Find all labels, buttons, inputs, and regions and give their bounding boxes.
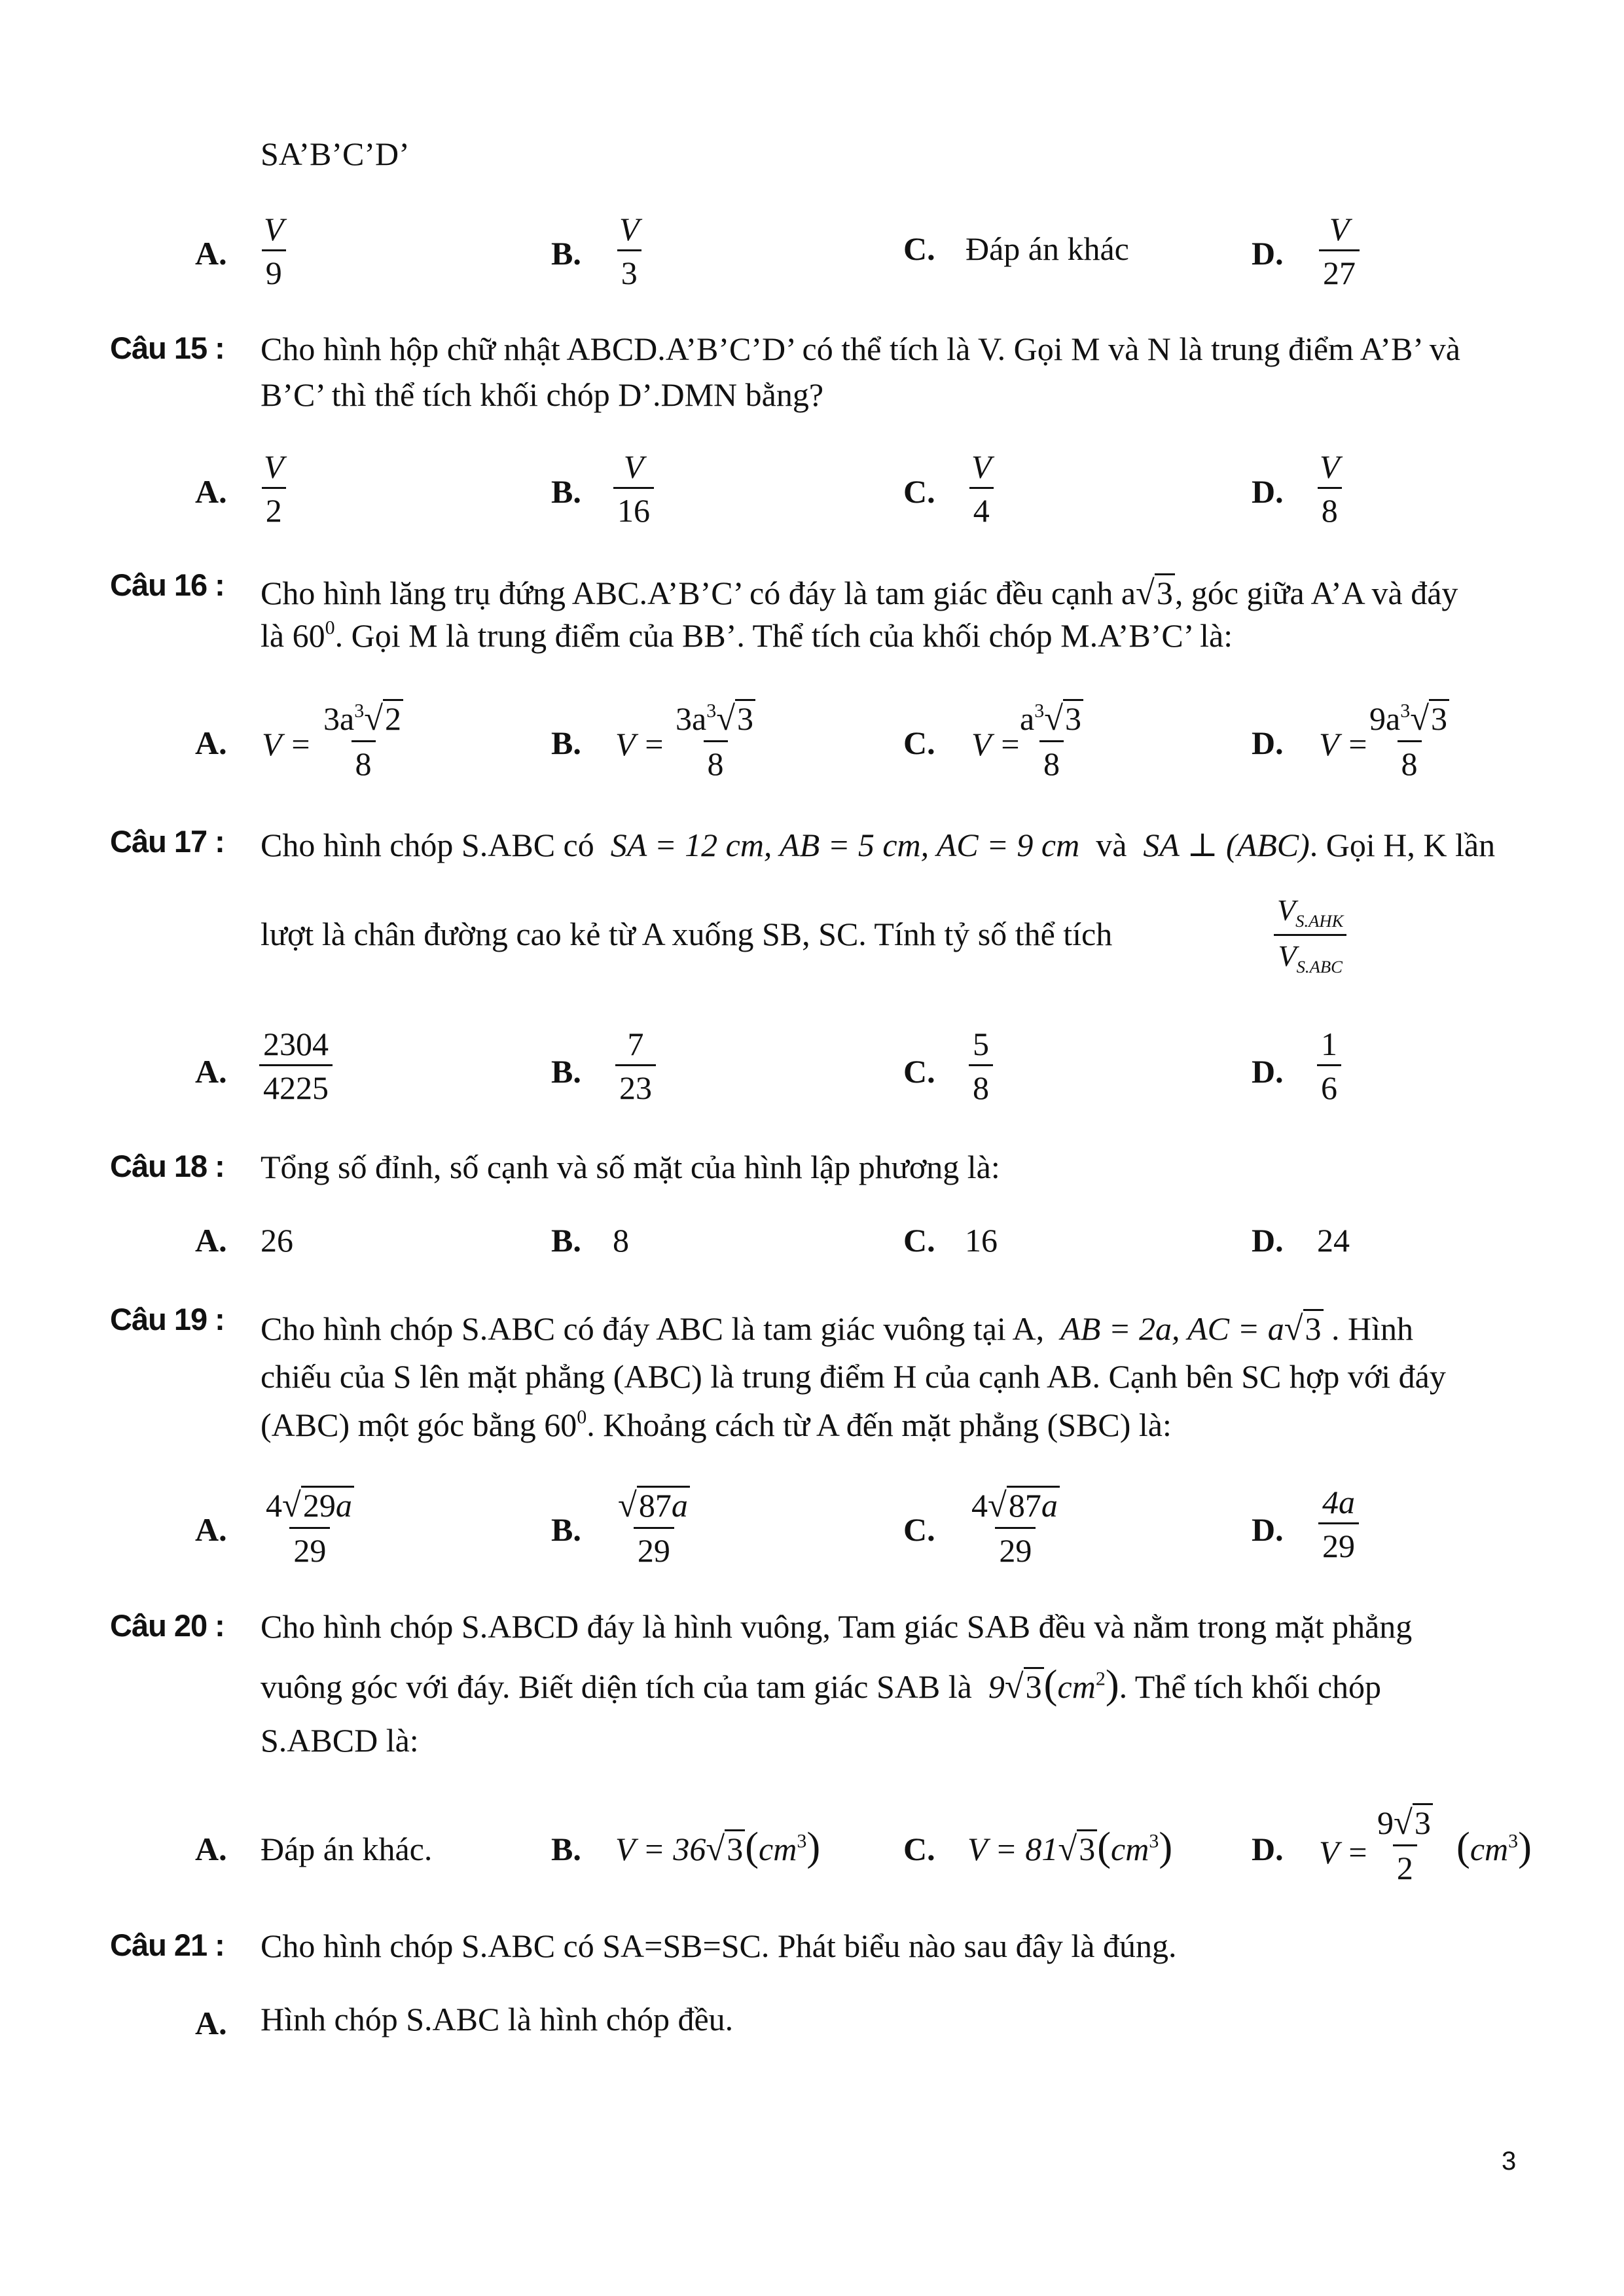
question-text-line: (ABC) một góc bằng $60^0$. Khoảng cách từ A đến mặt phẳng (SBC) là:	[261, 1406, 1172, 1443]
q19-option-d-fraction: $\frac{4a}{29}$	[1318, 1486, 1359, 1562]
q15-option-b-label[interactable]: B.	[551, 473, 581, 510]
q18-option-c-label[interactable]: C.	[903, 1222, 935, 1259]
q17-option-b-fraction: $\frac{7}{23}$	[615, 1028, 656, 1104]
q18-option-a-label[interactable]: A.	[195, 1222, 227, 1259]
q14-option-c-label[interactable]: C.	[903, 230, 935, 267]
question-label: Câu 15 :	[110, 331, 225, 365]
q19-option-a-fraction: $\frac{4√29a}{29}$	[262, 1486, 358, 1567]
q17-volume-ratio: $V_{S.AHK}$ $V_{S.ABC}$	[1273, 895, 1347, 976]
q16-option-d-label[interactable]: D.	[1252, 725, 1284, 761]
q15-option-c-fraction: $\frac{V}{4}$	[967, 450, 996, 527]
question-label: Câu 16 :	[110, 567, 225, 602]
q20-option-c-label[interactable]: C.	[903, 1831, 935, 1867]
q16-option-a-fraction: $\frac{3a^3√2}{8}$	[319, 699, 407, 780]
q21-option-a-text: Hình chóp S.ABC là hình chóp đều.	[261, 2001, 734, 2037]
q16-option-d-fraction: $\frac{9a^3√3}{8}$	[1365, 699, 1453, 780]
q17-option-c-label[interactable]: C.	[903, 1053, 935, 1090]
q17-option-a-label[interactable]: A.	[195, 1053, 227, 1090]
question-text-line: Cho hình hộp chữ nhật ABCD.A’B’C’D’ có thể tích là V. Gọi M và N là trung điểm A’B’ và	[261, 331, 1460, 367]
q18-option-d-text: 24	[1317, 1222, 1350, 1259]
q17-option-d-fraction: $\frac{1}{6}$	[1317, 1028, 1341, 1104]
question-text-line: chiếu của S lên mặt phẳng (ABC) là trung điểm H của cạnh AB. Cạnh bên SC hợp với đáy	[261, 1358, 1446, 1395]
q16-option-a-lhs: V =	[262, 726, 312, 762]
q19-option-d-label[interactable]: D.	[1252, 1511, 1284, 1548]
q14-option-d-label[interactable]: D.	[1252, 235, 1284, 272]
q16-option-c-fraction: $\frac{a^3√3}{8}$	[1016, 699, 1087, 780]
question-label: Câu 17 :	[110, 824, 225, 859]
q14-option-b-label[interactable]: B.	[551, 235, 581, 272]
q18-option-c-text: 16	[965, 1222, 998, 1259]
question-label: Câu 21 :	[110, 1928, 225, 1962]
question-text-line: Tổng số đỉnh, số cạnh và số mặt của hình lập phương là:	[261, 1149, 1000, 1185]
q18-option-a-text: 26	[261, 1222, 293, 1259]
q20-option-d-label[interactable]: D.	[1252, 1831, 1284, 1867]
question-text-line: Cho hình chóp S.ABC có SA = 12 cm, AB = 5 cm, AC = 9 cm và SA ⊥ (ABC). Gọi H, K lần	[261, 827, 1496, 863]
question-label: Câu 20 :	[110, 1608, 225, 1643]
q17-option-c-fraction: $\frac{5}{8}$	[969, 1028, 993, 1104]
q15-option-d-label[interactable]: D.	[1252, 473, 1284, 510]
q20-option-a-text: Đáp án khác.	[261, 1831, 433, 1867]
q20-option-a-label[interactable]: A.	[195, 1831, 227, 1867]
q18-option-b-label[interactable]: B.	[551, 1222, 581, 1259]
q14-option-a-label[interactable]: A.	[195, 235, 227, 272]
question-label: Câu 19 :	[110, 1302, 225, 1336]
q18-option-d-label[interactable]: D.	[1252, 1222, 1284, 1259]
q20-option-b-label[interactable]: B.	[551, 1831, 581, 1867]
q20-option-c-expression: $V = 81√3(cm^3)$	[967, 1823, 1173, 1869]
question-text-line: B’C’ thì thể tích khối chóp D’.DMN bằng?	[261, 376, 824, 413]
q18-option-b-text: 8	[613, 1222, 629, 1259]
question-text-line: Cho hình chóp S.ABC có SA=SB=SC. Phát biểu nào sau đây là đúng.	[261, 1928, 1177, 1964]
q17-option-b-label[interactable]: B.	[551, 1053, 581, 1090]
q19-option-c-label[interactable]: C.	[903, 1511, 935, 1548]
question-text-line: vuông góc với đáy. Biết diện tích của tam giác SAB là $9√3(cm^2)$. Thể tích khối chóp	[261, 1661, 1382, 1707]
q14-option-d-fraction: $\frac{V}{27}$	[1319, 213, 1360, 289]
q19-option-a-label[interactable]: A.	[195, 1511, 227, 1548]
q19-option-c-fraction: $\frac{4√87a}{29}$	[967, 1486, 1064, 1567]
q20-option-b-expression: $V = 36√3(cm^3)$	[615, 1823, 821, 1869]
q15-option-c-label[interactable]: C.	[903, 473, 935, 510]
q15-option-a-label[interactable]: A.	[195, 473, 227, 510]
continuation-text: SA’B’C’D’	[261, 135, 410, 172]
q17-option-a-fraction: $\frac{2304}{4225}$	[259, 1028, 333, 1104]
q15-option-b-fraction: $\frac{V}{16}$	[613, 450, 654, 527]
q16-option-d-lhs: V =	[1319, 726, 1369, 762]
question-text-line: Cho hình chóp S.ABC có đáy ABC là tam giác vuông tại A, AB = 2a, AC = a√3 . Hình	[261, 1310, 1414, 1348]
q17-option-d-label[interactable]: D.	[1252, 1053, 1284, 1090]
q16-option-b-fraction: $\frac{3a^3√3}{8}$	[672, 699, 759, 780]
q16-option-b-label[interactable]: B.	[551, 725, 581, 761]
q19-option-b-fraction: $\frac{√87a}{29}$	[614, 1486, 694, 1567]
q21-option-a-label[interactable]: A.	[195, 2005, 227, 2041]
q14-option-a-fraction: $\frac{V}{9}$	[260, 213, 288, 289]
q19-option-b-label[interactable]: B.	[551, 1511, 581, 1548]
q15-option-d-fraction: $\frac{V}{8}$	[1316, 450, 1344, 527]
q20-option-d-lhs: V =	[1319, 1834, 1369, 1871]
question-text-line: là $60^0$. Gọi M là trung điểm của BB’. Thể tích của khối chóp M.A’B’C’ là:	[261, 617, 1233, 654]
q20-option-d-unit: $(cm^3)$	[1456, 1823, 1532, 1869]
question-text-line: Cho hình chóp S.ABCD đáy là hình vuông, Tam giác SAB đều và nằm trong mặt phẳng	[261, 1608, 1413, 1645]
page-number: 3	[1502, 2147, 1517, 2176]
q16-option-c-lhs: V =	[971, 726, 1021, 762]
q16-option-a-label[interactable]: A.	[195, 725, 227, 761]
q15-option-a-fraction: $\frac{V}{2}$	[260, 450, 288, 527]
q14-option-c-text: Đáp án khác	[965, 230, 1129, 267]
question-text-line: S.ABCD là:	[261, 1722, 419, 1759]
question-text-line: Cho hình lăng trụ đứng ABC.A’B’C’ có đáy là tam giác đều cạnh a√3, góc giữa A’A và đáy	[261, 574, 1458, 612]
q16-option-b-lhs: V =	[615, 726, 665, 762]
q16-option-c-label[interactable]: C.	[903, 725, 935, 761]
question-label: Câu 18 :	[110, 1149, 225, 1183]
q14-option-b-fraction: $\frac{V}{3}$	[615, 213, 643, 289]
q20-option-d-fraction: $\frac{9√3}{2}$	[1373, 1803, 1437, 1884]
question-text-line: lượt là chân đường cao kẻ từ A xuống SB, SC. Tính tỷ số thể tích	[261, 916, 1113, 952]
